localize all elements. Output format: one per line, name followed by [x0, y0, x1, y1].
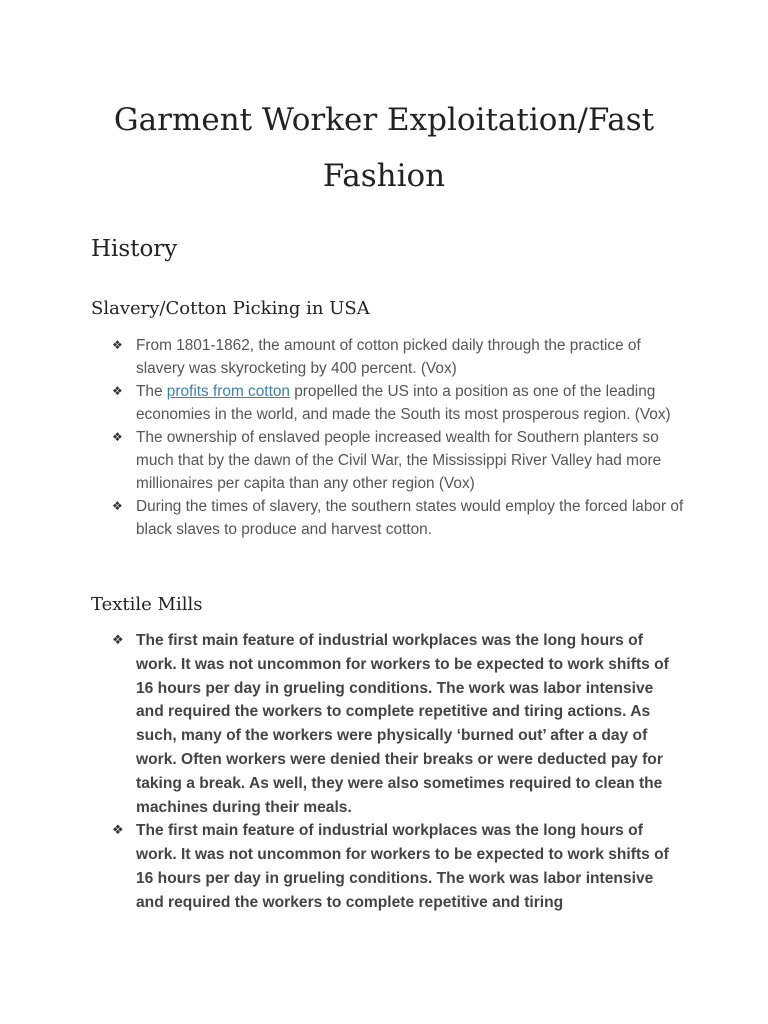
list-item-text: From 1801-1862, the amount of cotton picked daily through the practice of slavery was skyrocketing by 400 percent. (Vox) — [136, 337, 641, 377]
list-item-text: The first main feature of industrial workplaces was the long hours of work. It was not uncommon for workers to be expected to work shifts of 16 hours per day in grueling conditions. The work was labor intensive and required the workers to complete repetitive and tiring actions. As such, many of the workers were physically ‘burned out’ after a day of work. Often workers were denied their breaks or were deducted pay for taking a break. As well, they were also sometimes required to clean the machines during their meals. — [136, 632, 669, 816]
diamond-bullet-icon: ❖ — [112, 384, 123, 398]
diamond-bullet-icon: ❖ — [112, 633, 124, 648]
list-item-text-before-link: The — [136, 383, 167, 400]
list-item-text-after-link: propelled the US into a position as one of the leading economies in the world, and made the South its most prosperous region. (Vox) — [136, 383, 671, 423]
diamond-bullet-icon: ❖ — [112, 499, 123, 513]
document-title: Garment Worker Exploitation/Fast Fashion — [113, 102, 655, 194]
diamond-bullet-icon: ❖ — [112, 823, 124, 839]
diamond-bullet-icon: ❖ — [112, 430, 123, 444]
subsection-heading-slavery: Slavery/Cotton Picking in USA — [91, 298, 370, 319]
list-item — [112, 629, 678, 819]
list-item — [112, 334, 692, 380]
list-item — [112, 380, 692, 426]
slavery-bullet-list — [112, 334, 692, 541]
list-item-text: The first main feature of industrial workplaces was the long hours of work. It was not uncommon for workers to be expected to work shifts of 16 hours per day in grueling conditions. The work was labor intensive and required the workers to complete repetitive and tiring — [136, 822, 669, 911]
profits-from-cotton-link[interactable]: profits from cotton — [166, 383, 290, 400]
list-item — [112, 495, 692, 541]
list-item — [112, 819, 678, 914]
list-item-text: During the times of slavery, the southern states would employ the forced labor of black slaves to produce and harvest cotton. — [136, 498, 684, 538]
list-item-text: The ownership of enslaved people increased wealth for Southern planters so much that by the dawn of the Civil War, the Mississippi River Valley had more millionaires per capita than any other region (Vox) — [136, 429, 662, 492]
section-heading-history: History — [91, 236, 178, 262]
subsection-heading-textile-mills: Textile Mills — [91, 594, 203, 615]
list-item — [112, 426, 692, 495]
diamond-bullet-icon: ❖ — [112, 338, 123, 352]
textile-bullet-list — [112, 629, 678, 915]
